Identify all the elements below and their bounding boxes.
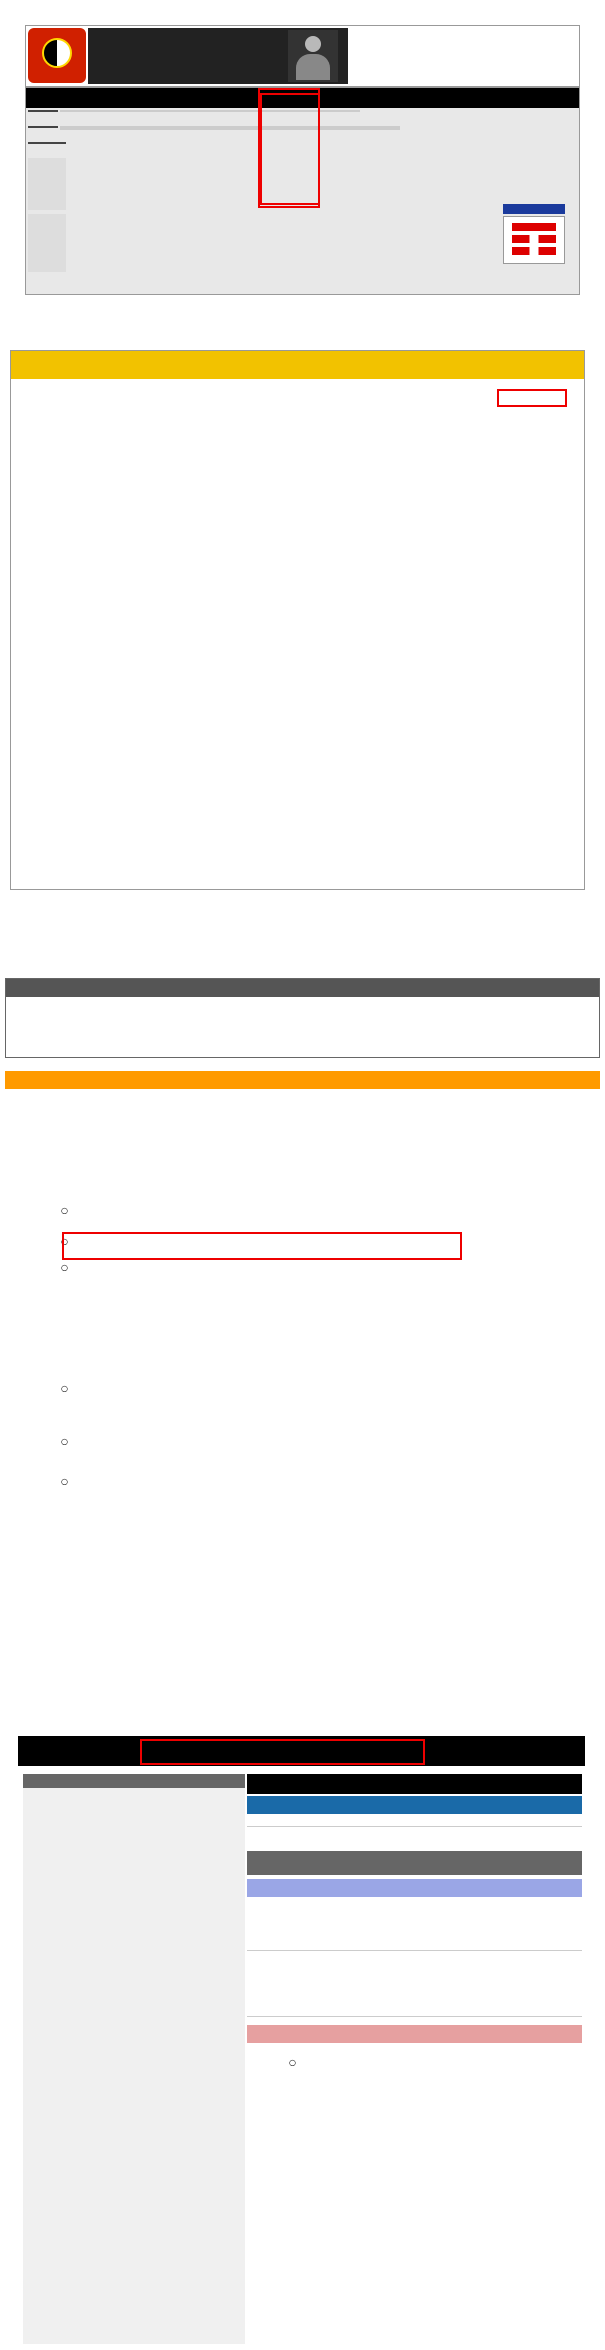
ba-zi-info-panel bbox=[5, 978, 600, 1058]
hs-clash-text bbox=[247, 2043, 582, 2067]
conception-column-highlight bbox=[497, 389, 567, 407]
kua-type-label bbox=[503, 204, 565, 214]
full-birth-chart bbox=[10, 350, 585, 890]
explanation-panel-title bbox=[247, 1774, 582, 1794]
explanation-panel bbox=[247, 1774, 582, 2350]
kua-trigram-icon bbox=[503, 216, 565, 264]
ba-zi-title bbox=[6, 979, 599, 997]
pillar-label bbox=[28, 142, 66, 144]
conception-highlight-box bbox=[258, 88, 320, 208]
hs-clash-item: ○ bbox=[289, 2058, 296, 2067]
dob-value bbox=[60, 126, 400, 130]
luck-bar bbox=[247, 1796, 582, 1814]
full-chart-title bbox=[11, 351, 584, 379]
hs-comb-text bbox=[247, 1951, 582, 2017]
yin-yang-logo-icon[interactable] bbox=[28, 28, 86, 83]
conception-text-highlight bbox=[62, 1232, 462, 1260]
site-header bbox=[25, 25, 580, 87]
eb-label bbox=[28, 214, 66, 272]
name-label bbox=[28, 110, 58, 112]
person-figure-icon bbox=[288, 30, 338, 82]
hs-clashes-title bbox=[247, 2025, 582, 2043]
conception-chart-panel bbox=[23, 1774, 245, 2344]
hs-label bbox=[28, 158, 66, 210]
dob-label bbox=[28, 126, 58, 128]
explanation-header bbox=[5, 1071, 600, 1089]
pillar-title bbox=[140, 1739, 425, 1765]
hs-combinations-title bbox=[247, 1879, 582, 1897]
hs-join-text bbox=[247, 1897, 582, 1951]
conception-intro bbox=[247, 1814, 582, 1827]
hs-heading bbox=[247, 1851, 582, 1875]
conception-chart-title bbox=[23, 1774, 245, 1788]
